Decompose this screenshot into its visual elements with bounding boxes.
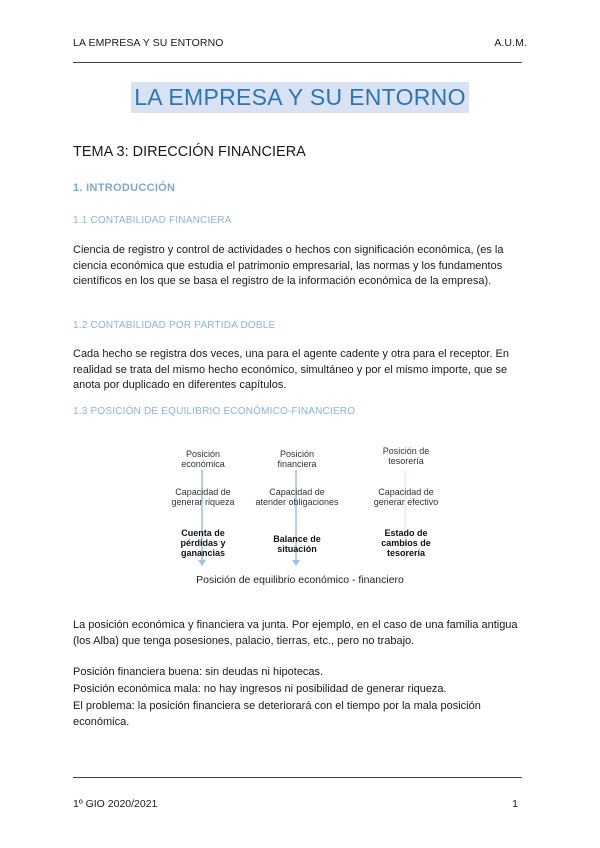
col3-top: Posición de tesorería: [382, 446, 430, 466]
col3-middle: Capacidad de generar efectivo: [373, 487, 439, 507]
body-paragraph-2: Posición financiera buena: sin deudas ni hipotecas.: [73, 666, 324, 678]
arrowhead-column-1: [198, 560, 206, 566]
col2-bottom: Balance de situación: [273, 534, 321, 554]
subsection-1-1-text: Ciencia de registro y control de actividades o hechos con significación económica, (es la ciencia económica que estudia el patrimonio empresarial, las normas y los fundamentos científicos en los que se basa el registro de la información económica de la empresa).: [73, 244, 504, 287]
subsection-1-2-heading: 1.2 CONTABILIDAD POR PARTIDA DOBLE: [73, 320, 276, 331]
col2-top: Posición financiera: [277, 449, 317, 469]
header-title: LA EMPRESA Y SU ENTORNO: [73, 37, 224, 49]
subsection-1-2-text: Cada hecho se registra dos veces, una para el agente cadente y otra para el receptor. En realidad se trata del mismo hecho económico, simultáneo y por el mismo importe, que se anota por duplicado en diferentes capítulos.: [73, 348, 509, 391]
body-paragraph-1: La posición económica y financiera va junta. Por ejemplo, en el caso de una familia antigua (los Alba) que tenga posesiones, palacio, tierras, etc., pero no trabajo.: [73, 619, 518, 647]
col1-middle: Capacidad de generar riqueza: [171, 487, 235, 507]
footer-rule: [73, 777, 522, 778]
subsection-1-1-heading: 1.1 CONTABILIDAD FINANCIERA: [73, 215, 232, 226]
arrowhead-column-2: [292, 560, 300, 566]
body-paragraph-4: El problema: la posición financiera se deteriorará con el tiempo por la mala posición económica.: [73, 700, 481, 728]
tema-heading: TEMA 3: DIRECCIÓN FINANCIERA: [73, 144, 306, 160]
subsection-1-3-heading: 1.3 POSICIÓN DE EQUILIBRIO ECONÓMICO-FINANCIERO: [73, 406, 356, 417]
page-title: LA EMPRESA Y SU ENTORNO: [131, 82, 469, 113]
page-number: 1: [512, 798, 518, 810]
col2-middle: Capacidad de atender obligaciones: [255, 487, 339, 507]
col1-bottom: Cuenta de pérdidas y ganancias: [180, 528, 226, 558]
body-paragraph-3: Posición económica mala: no hay ingresos ni posibilidad de generar riqueza.: [73, 683, 447, 695]
diagram-caption: Posición de equilibrio económico - financiero: [196, 574, 404, 586]
col3-bottom: Estado de cambios de tesorería: [381, 528, 431, 558]
section-1-heading: 1. INTRODUCCIÓN: [73, 182, 176, 194]
equilibrium-diagram: [150, 440, 450, 590]
header-rule: [73, 62, 522, 63]
header-author: A.U.M.: [494, 37, 527, 49]
footer-course: 1º GIO 2020/2021: [73, 798, 158, 810]
col1-top: Posición económica: [181, 449, 225, 469]
